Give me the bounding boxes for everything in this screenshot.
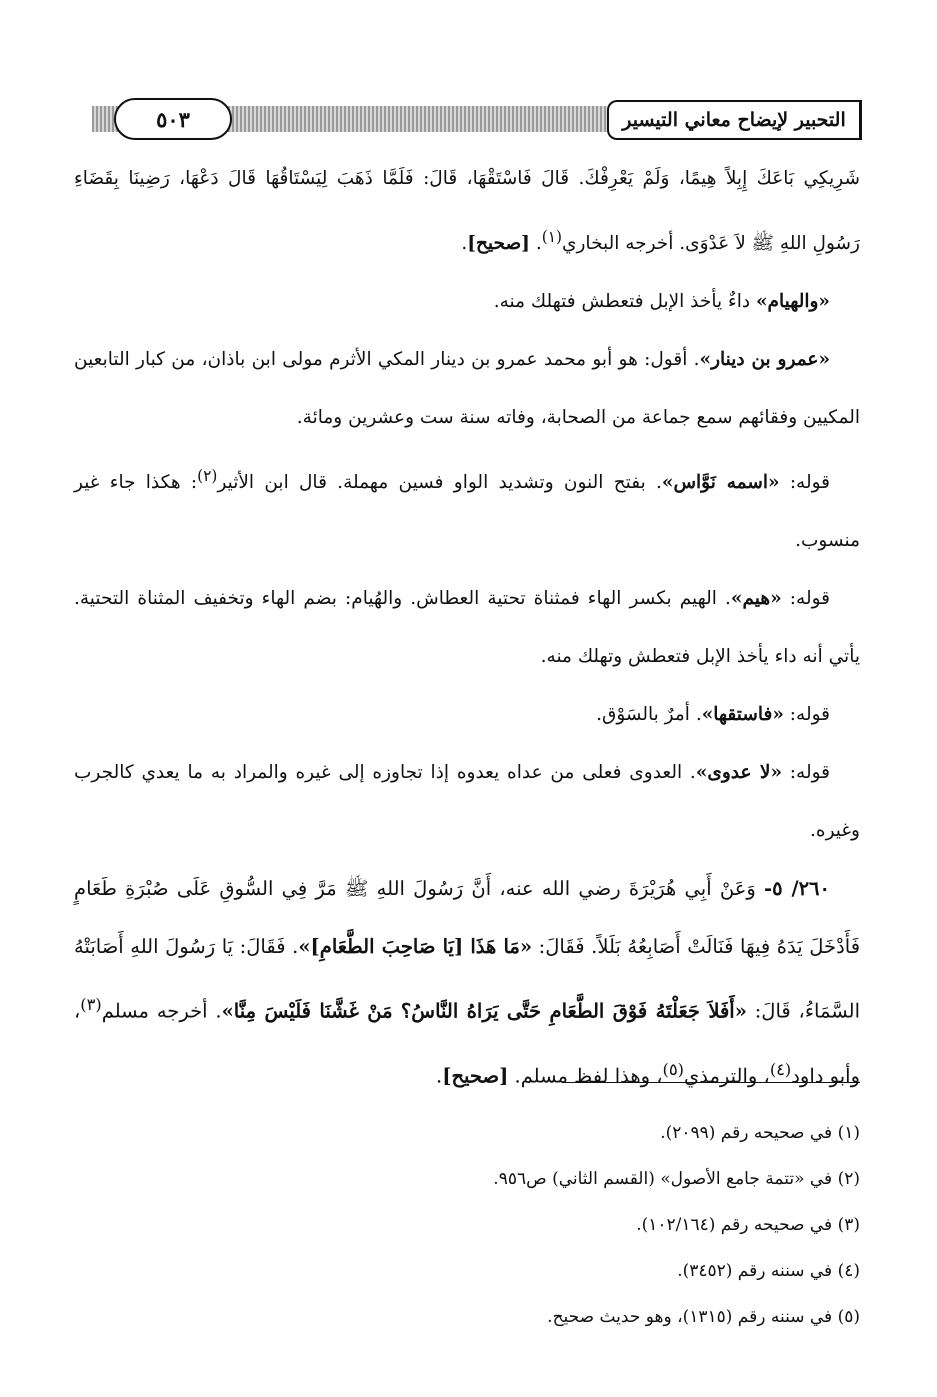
paragraph-hadith-end: شَرِيكِي بَاعَكَ إِبِلاً هِيمًا، وَلَمْ يَعْرِفْكَ. قَالَ فَاسْتَقْهَا، قَالَ: فَلَمَّا ذَهَبَ لِيَسْتَاقُهَا قَالَ دَعْهَا، رَضِينَا بِقَضَاءِ رَسُولِ اللهِ ﷺ لاَ عَدْوَى. أخرجه البخاري$^{(١)}$. [صحيح].: [74, 168, 860, 255]
footnote-item: (٣) في صحيحه رقم (١٠٢/١٦٤).: [636, 1215, 860, 1235]
paragraph-hadith-260: ٢٦٠/ ٥- وَعَنْ أَبِي هُرَيْرَةَ رضي الله عنه، أَنَّ رَسُولَ اللهِ ﷺ مَرَّ فِي السُّوقِ عَلَى صُبْرَةِ طَعَامٍ فَأَدْخَلَ يَدَهُ فِيهَا فَنَالَتْ أَصَابِعُهُ بَلَلاً. فَقَالَ: «مَا هَذَا [يَا صَاحِبَ الطَّعَامِ]». فَقَالَ: يَا رَسُولَ اللهِ أَصَابَتْهُ السَّمَاءُ، قَالَ: «أَفَلاَ جَعَلْتَهُ فَوْقَ الطَّعَامِ حَتَّى يَرَاهُ النَّاسُ؟ مَنْ غَشَّنَا فَلَيْسَ مِنَّا». أخرجه مسلم$^{(٣)}$، وأبو داود$^{(٤)}$، والترمذي$^{(٥)}$، وهذا لفظ مسلم. [صحيح].: [74, 877, 861, 1088]
footnote-ref: (٤): [769, 1059, 792, 1079]
footnote-ref: (١): [541, 228, 563, 246]
footnote-ref: (٣): [80, 995, 102, 1015]
footnote-ref: (٢): [197, 467, 218, 486]
paragraph-nawwas: قوله: «اسمه نَوَّاس». بفتح النون وتشديد الواو فسين مهملة. قال ابن الأثير$^{(٢)}$: هكذا جاء غير منسوب.: [74, 467, 860, 552]
grade-label: [صحيح]: [467, 233, 530, 255]
paragraph-fastaqha: قوله: «فاستقها». أمرٌ بالسَوْق.: [596, 704, 830, 726]
paragraph-amr-ibn-dinar: «عمرو بن دينار». أقول: هو أبو محمد عمرو بن دينار المكي الأثرم مولى ابن باذان، من كبار التابعين المكيين وفقائهم سمع جماعة من الصحابة، وفاته سنة ست وعشرين ومائة.: [74, 349, 860, 429]
footnote-item: (٥) في سننه رقم (١٣١٥)، وهو حديث صحيح.: [547, 1307, 860, 1327]
footnotes: [74, 1110, 860, 1340]
page-number: ٥٠٣: [114, 98, 232, 140]
main-text: [74, 150, 860, 1105]
grade-label: [صحيح]: [442, 1064, 509, 1088]
book-title: التحبير لإيضاح معاني التيسير: [607, 100, 862, 140]
footnote-item: (١) في صحيحه رقم (٢٠٩٩).: [660, 1123, 860, 1143]
paragraph-la-adwa: قوله: «لا عدوى». العدوى فعلى من عداه يعدوه إذا تجاوزه إلى غيره والمراد به ما يعدي كالجرب وغيره.: [74, 762, 860, 842]
footnote-divider: [562, 1082, 860, 1083]
page-header: [92, 98, 862, 146]
footnote-item: (٢) في «تتمة جامع الأصول» (القسم الثاني) ص٩٥٦.: [493, 1169, 860, 1189]
paragraph-heem: قوله: «هيم». الهيم بكسر الهاء فمثناة تحتية العطاش. والهُيام: بضم الهاء وتخفيف المثناة التحتية. يأتي أنه داء يأخذ الإبل فتعطش وتهلك منه.: [74, 588, 860, 668]
footnote-ref: (٥): [662, 1059, 684, 1079]
paragraph-hiyam: «والهيام» داءٌ يأخذ الإبل فتعطش فتهلك منه.: [493, 291, 830, 313]
hadith-number: ٢٦٠/ ٥-: [764, 877, 830, 901]
footnote-item: (٤) في سننه رقم (٣٤٥٢).: [677, 1261, 860, 1281]
